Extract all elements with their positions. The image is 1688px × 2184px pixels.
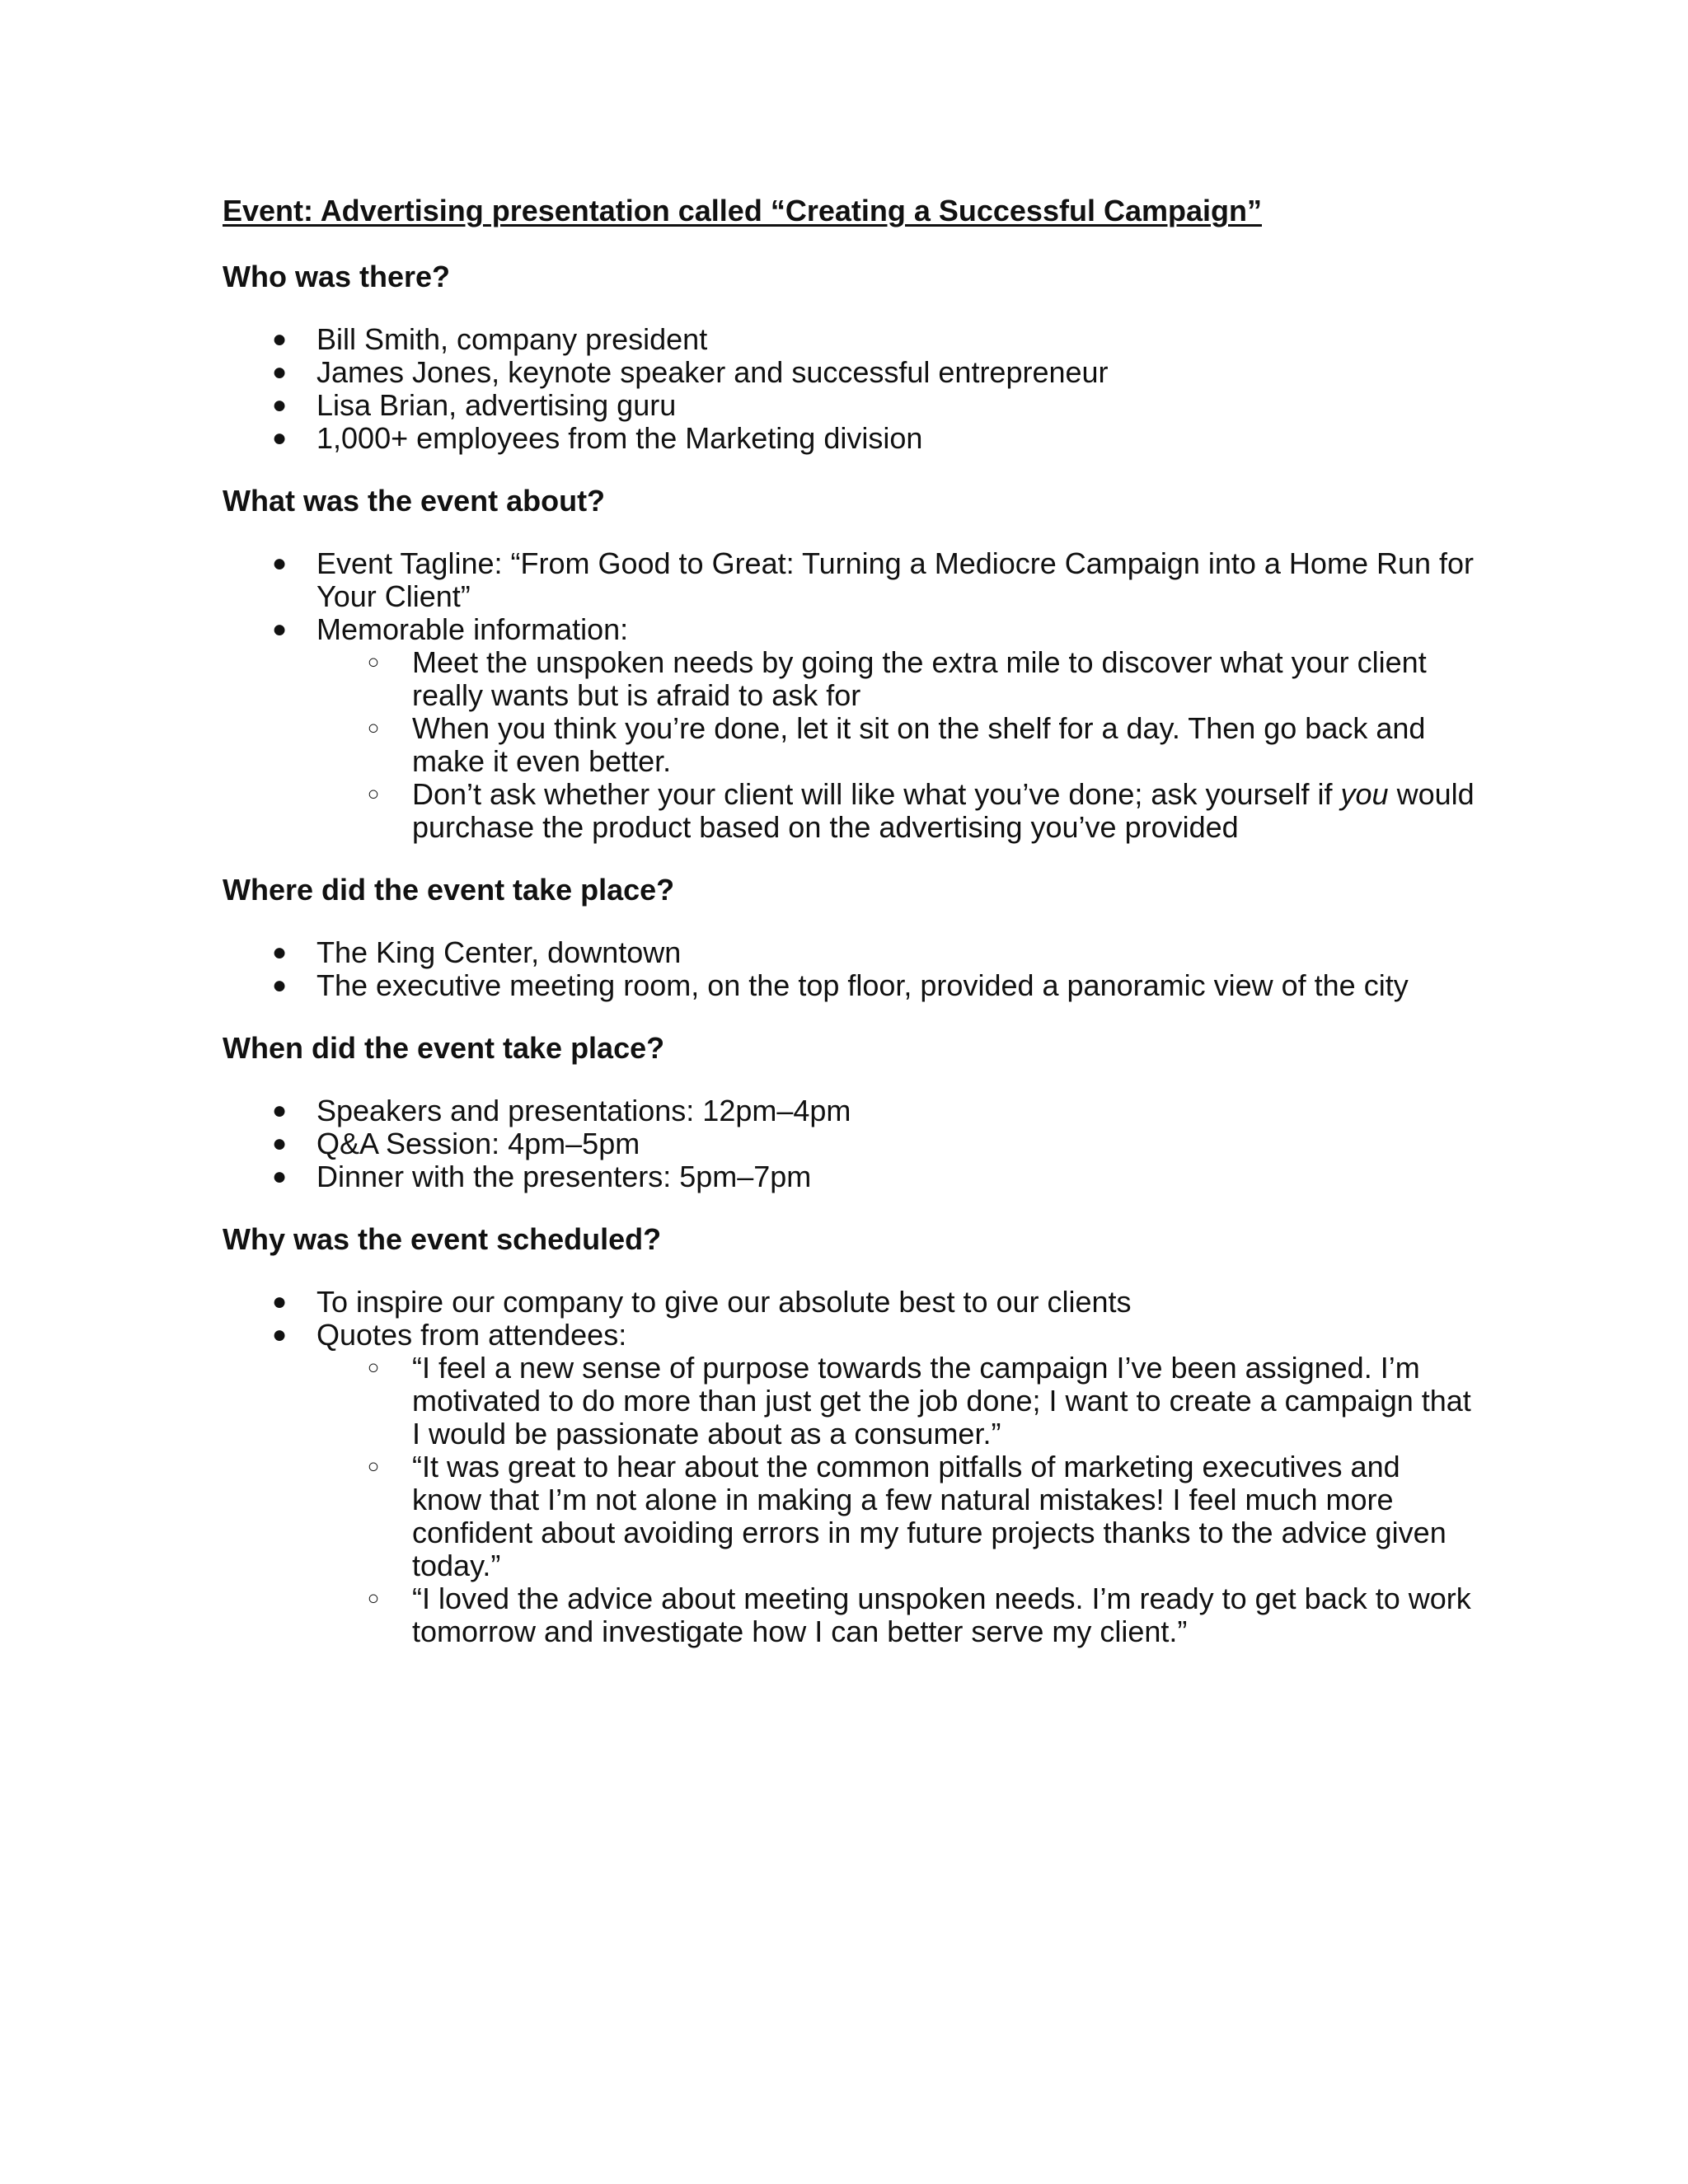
- list-item: ● Dinner with the presenters: 5pm–7pm: [316, 1160, 1475, 1193]
- sub-list-item: ○ “I feel a new sense of purpose towards the campaign I’ve been assigned. I’m motivated to do more than just get the job done; I want to create a campaign that I would be passionate about as a consumer.”: [412, 1352, 1475, 1451]
- section-heading-where: Where did the event take place?: [223, 873, 675, 907]
- bullet-icon: ●: [271, 1321, 288, 1348]
- list-item: ● Speakers and presentations: 12pm–4pm: [316, 1094, 1475, 1127]
- bullet-icon: ●: [271, 616, 288, 643]
- list-item: ● Quotes from attendees: ○ “I feel a new sense of purpose towards the campaign I’ve been assigned. I’m motivated to do more than just get the job done; I want to create a campaign that I would be passionate about as a consumer.” ○ “It was great to hear about the common pitfalls of marketing executives and know that I’m not alone in making a few natural mistakes! I feel much more confident about avoiding errors in my future projects thanks to the advice given today.” ○ “I loved the advice about meeting unspoken needs. I’m ready to get back to work tomorrow and investigate how I can better serve my client.”: [316, 1319, 1475, 1648]
- document-title: Event: Advertising presentation called “Creating a Successful Campaign”: [223, 194, 1262, 227]
- what-list: [223, 547, 1475, 844]
- quotes-list: [316, 1352, 1475, 1648]
- bullet-icon: ●: [271, 359, 288, 386]
- emphasis-you: you: [1340, 777, 1389, 811]
- list-item: ● Memorable information: ○ Meet the unspoken needs by going the extra mile to discover what your client really wants but is afraid to ask for ○ When you think you’re done, let it sit on the shelf for a day. Then go back and make it even better. ○ Don’t ask whether your client will like what you’ve done; ask yourself if you would purchase the product based on the advertising you’ve provided: [316, 613, 1475, 844]
- who-list: [223, 323, 1475, 455]
- bullet-icon: ●: [271, 972, 288, 999]
- event-tagline: Event Tagline: “From Good to Great: Turning a Mediocre Campaign into a Home Run for Your Client”: [316, 546, 1475, 613]
- bullet-icon: ●: [271, 424, 288, 452]
- hollow-bullet-icon: ○: [367, 1357, 380, 1379]
- list-item: ● James Jones, keynote speaker and successful entrepreneur: [316, 356, 1475, 389]
- section-heading-why: Why was the event scheduled?: [223, 1222, 662, 1256]
- section-heading-what: What was the event about?: [223, 484, 606, 518]
- sub-list-item: ○ “It was great to hear about the common pitfalls of marketing executives and know that I’m not alone in making a few natural mistakes! I feel much more confident about avoiding errors in my future projects thanks to the advice given today.”: [412, 1451, 1475, 1582]
- list-item: ● Q&A Session: 4pm–5pm: [316, 1127, 1475, 1160]
- bullet-icon: ●: [271, 391, 288, 419]
- list-item: [271, 546, 1475, 613]
- sub-list-item: ○ Meet the unspoken needs by going the extra mile to discover what your client really wants but is afraid to ask for: [412, 646, 1475, 712]
- hollow-bullet-icon: ○: [367, 651, 380, 673]
- list-item: ● 1,000+ employees from the Marketing division: [316, 422, 1475, 455]
- when-list: [223, 1094, 1475, 1193]
- hollow-bullet-icon: ○: [367, 717, 380, 739]
- where-list: [223, 936, 1475, 1002]
- bullet-icon: ●: [271, 939, 288, 966]
- hollow-bullet-icon: ○: [367, 1587, 380, 1610]
- why-list: [223, 1286, 1475, 1648]
- sub-list-item: ○ Don’t ask whether your client will like what you’ve done; ask yourself if you would purchase the product based on the advertising you’ve provided: [412, 778, 1475, 844]
- document-page: [223, 191, 1475, 1675]
- list-item: ● Bill Smith, company president: [316, 323, 1475, 356]
- hollow-bullet-icon: ○: [367, 783, 380, 805]
- list-item: ● The executive meeting room, on the top floor, provided a panoramic view of the city: [316, 969, 1475, 1002]
- bullet-icon: ●: [271, 1130, 288, 1157]
- bullet-icon: ●: [271, 550, 288, 577]
- list-item: ● The King Center, downtown: [316, 936, 1475, 969]
- list-item: ● Lisa Brian, advertising guru: [316, 389, 1475, 422]
- bullet-icon: ●: [271, 1097, 288, 1124]
- bullet-icon: ●: [271, 326, 288, 353]
- memorable-list: [316, 646, 1475, 844]
- bullet-icon: ●: [271, 1163, 288, 1190]
- section-heading-when: When did the event take place?: [223, 1031, 665, 1065]
- sub-list-item: ○ “I loved the advice about meeting unspoken needs. I’m ready to get back to work tomorrow and investigate how I can better serve my client.”: [412, 1582, 1475, 1648]
- bullet-icon: ●: [271, 1288, 288, 1315]
- list-item: ● To inspire our company to give our absolute best to our clients: [316, 1286, 1475, 1319]
- section-heading-who: Who was there?: [223, 260, 451, 293]
- sub-list-item: ○ When you think you’re done, let it sit on the shelf for a day. Then go back and make it even better.: [412, 712, 1475, 778]
- hollow-bullet-icon: ○: [367, 1455, 380, 1478]
